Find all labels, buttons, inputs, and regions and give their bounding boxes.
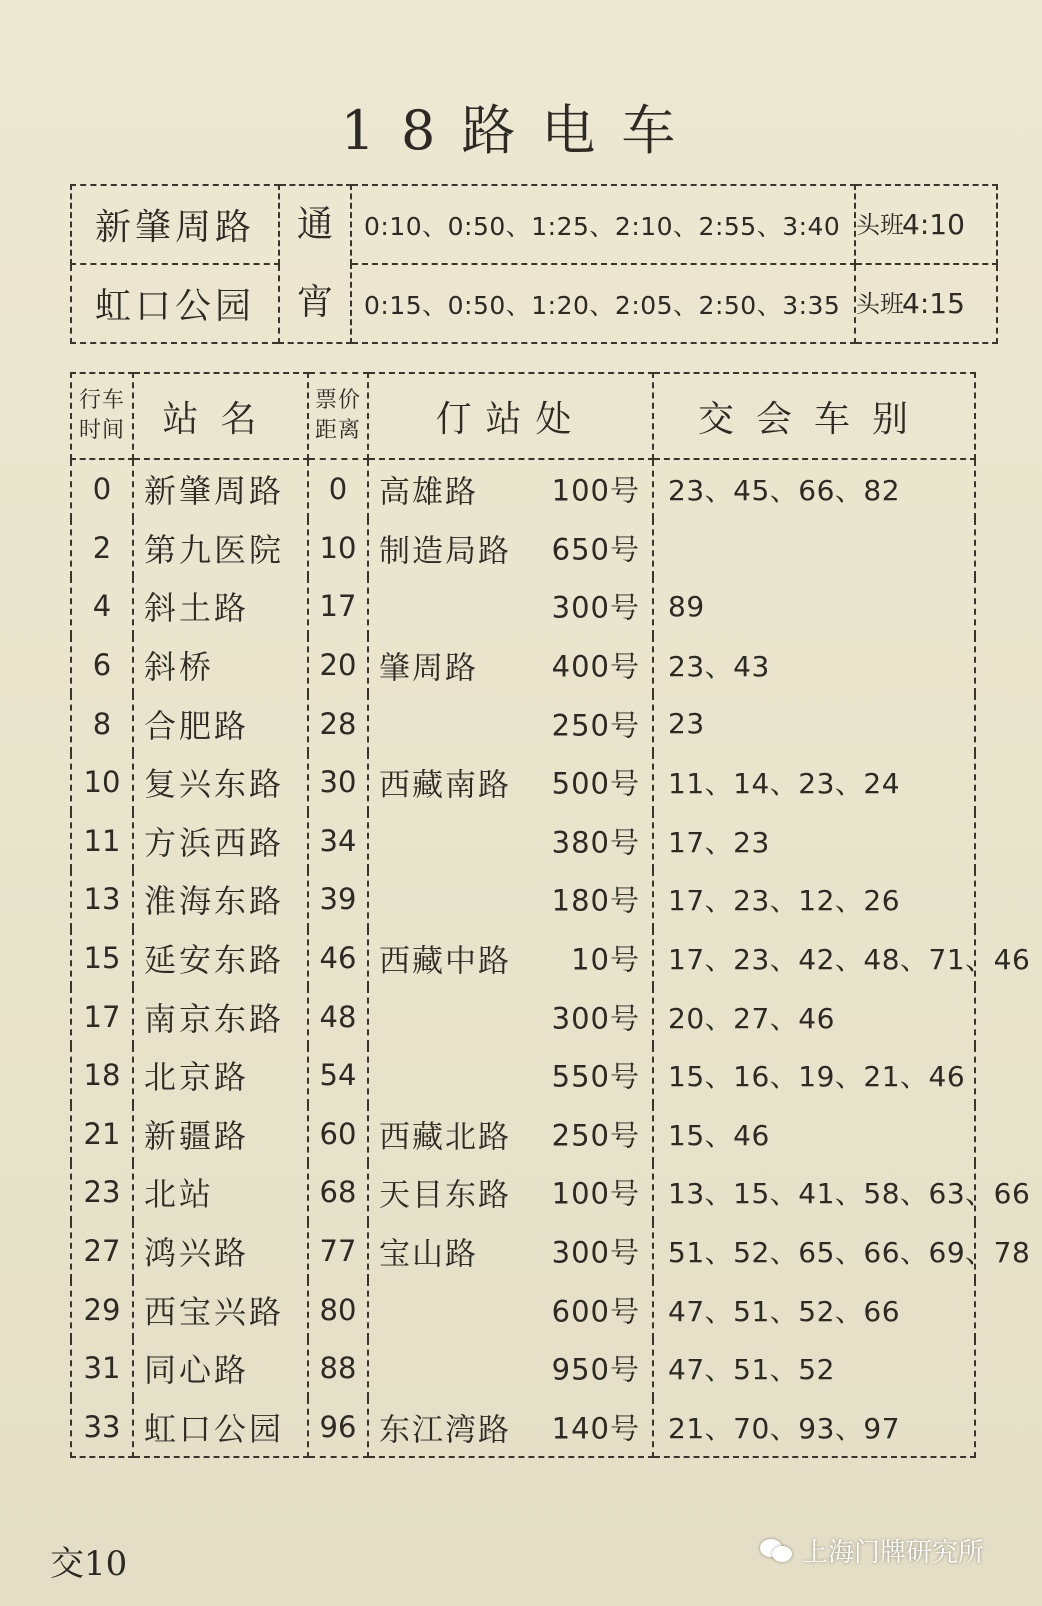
stop-name: 延安东路 bbox=[133, 929, 308, 988]
schedule-times: 0:10、0:50、1:25、2:10、2:55、3:40 bbox=[351, 185, 855, 264]
stop-transfer: 21、70、93、97 bbox=[653, 1398, 975, 1458]
stop-location bbox=[368, 1163, 653, 1222]
stop-location bbox=[368, 459, 653, 519]
stop-number: 100号 bbox=[551, 1176, 640, 1211]
stop-road: 东江湾路 bbox=[379, 1412, 511, 1449]
stop-transfer: 11、14、23、24 bbox=[653, 753, 975, 812]
stop-time: 18 bbox=[71, 1046, 133, 1105]
stop-name: 合肥路 bbox=[133, 694, 308, 753]
stop-name: 同心路 bbox=[133, 1339, 308, 1398]
stop-fare: 68 bbox=[308, 1163, 368, 1222]
stop-name: 北京路 bbox=[133, 1046, 308, 1105]
stop-fare: 30 bbox=[308, 753, 368, 812]
watermark bbox=[760, 1532, 984, 1569]
header-name bbox=[133, 373, 308, 459]
stop-road: 西藏南路 bbox=[379, 767, 511, 804]
stop-location bbox=[368, 929, 653, 988]
stop-location bbox=[368, 1398, 653, 1458]
stop-road: 西藏中路 bbox=[379, 943, 511, 980]
stop-transfer: 17、23 bbox=[653, 812, 975, 871]
stop-number: 180号 bbox=[551, 883, 640, 918]
schedule-terminal: 新肇周路 bbox=[71, 185, 279, 264]
stop-row bbox=[71, 1105, 975, 1164]
stops-header-row bbox=[71, 373, 975, 459]
header-fare-text: 票价距离 bbox=[314, 388, 361, 443]
stop-row bbox=[71, 1280, 975, 1339]
page-number: 交10 bbox=[50, 1544, 128, 1584]
stop-time: 29 bbox=[71, 1280, 133, 1339]
stop-transfer: 17、23、12、26 bbox=[653, 870, 975, 929]
stop-location bbox=[368, 1105, 653, 1164]
stop-time: 10 bbox=[71, 753, 133, 812]
stop-location bbox=[368, 1046, 653, 1105]
stop-location bbox=[368, 987, 653, 1046]
header-fare bbox=[308, 373, 368, 459]
stop-name: 淮海东路 bbox=[133, 870, 308, 929]
stop-transfer: 89 bbox=[653, 577, 975, 636]
stop-transfer: 17、23、42、48、71、46 bbox=[653, 929, 975, 988]
stop-time: 11 bbox=[71, 812, 133, 871]
schedule-times: 0:15、0:50、1:20、2:05、2:50、3:35 bbox=[351, 264, 855, 343]
stop-row bbox=[71, 1222, 975, 1281]
first-bus-time: 4:10 bbox=[902, 208, 965, 241]
stop-row bbox=[71, 870, 975, 929]
page-title: 18路电车 bbox=[340, 99, 702, 162]
stop-name: 西宝兴路 bbox=[133, 1280, 308, 1339]
stop-road: 肇周路 bbox=[379, 650, 478, 687]
stop-transfer: 47、51、52 bbox=[653, 1339, 975, 1398]
stop-transfer: 15、16、19、21、46 bbox=[653, 1046, 975, 1105]
stop-location bbox=[368, 812, 653, 871]
stop-time: 13 bbox=[71, 870, 133, 929]
stop-number: 300号 bbox=[551, 1235, 640, 1270]
stop-row bbox=[71, 636, 975, 695]
stop-fare: 10 bbox=[308, 519, 368, 578]
stop-location bbox=[368, 519, 653, 578]
stop-row bbox=[71, 577, 975, 636]
stop-number: 950号 bbox=[551, 1352, 640, 1387]
overnight-schedule-table bbox=[70, 184, 998, 344]
stop-name: 斜桥 bbox=[133, 636, 308, 695]
stop-name: 新疆路 bbox=[133, 1105, 308, 1164]
stop-transfer: 47、51、52、66 bbox=[653, 1280, 975, 1339]
stop-time: 8 bbox=[71, 694, 133, 753]
stop-time: 33 bbox=[71, 1398, 133, 1458]
stop-time: 23 bbox=[71, 1163, 133, 1222]
stop-number: 10号 bbox=[571, 942, 640, 977]
stop-transfer: 23、43 bbox=[653, 636, 975, 695]
stop-transfer: 13、15、41、58、63、66 bbox=[653, 1163, 975, 1222]
stop-number: 300号 bbox=[551, 1001, 640, 1036]
stop-time: 27 bbox=[71, 1222, 133, 1281]
stop-fare: 20 bbox=[308, 636, 368, 695]
first-bus-time: 4:15 bbox=[902, 287, 965, 320]
stop-fare: 77 bbox=[308, 1222, 368, 1281]
stop-location bbox=[368, 636, 653, 695]
stop-name: 北站 bbox=[133, 1163, 308, 1222]
stop-transfer: 23 bbox=[653, 694, 975, 753]
stop-number: 500号 bbox=[551, 766, 640, 801]
first-bus-cell bbox=[855, 264, 997, 343]
stop-row bbox=[71, 1163, 975, 1222]
stop-location bbox=[368, 1339, 653, 1398]
stop-fare: 54 bbox=[308, 1046, 368, 1105]
stop-name: 新肇周路 bbox=[133, 459, 308, 519]
watermark-text: 上海门牌研究所 bbox=[802, 1538, 985, 1568]
stop-location bbox=[368, 1222, 653, 1281]
stop-name: 第九医院 bbox=[133, 519, 308, 578]
stop-transfer bbox=[653, 519, 975, 578]
stop-number: 100号 bbox=[551, 473, 640, 508]
stop-name: 南京东路 bbox=[133, 987, 308, 1046]
stop-road: 宝山路 bbox=[379, 1236, 478, 1273]
stop-number: 400号 bbox=[551, 649, 640, 684]
stop-row bbox=[71, 1398, 975, 1458]
schedule-row bbox=[71, 264, 997, 343]
wechat-icon bbox=[760, 1537, 794, 1565]
stop-fare: 0 bbox=[308, 459, 368, 519]
schedule-row bbox=[71, 185, 997, 264]
stop-row bbox=[71, 812, 975, 871]
stop-fare: 39 bbox=[308, 870, 368, 929]
stop-name: 鸿兴路 bbox=[133, 1222, 308, 1281]
stop-transfer: 15、46 bbox=[653, 1105, 975, 1164]
stop-fare: 60 bbox=[308, 1105, 368, 1164]
stop-fare: 88 bbox=[308, 1339, 368, 1398]
header-time bbox=[71, 373, 133, 459]
stop-time: 17 bbox=[71, 987, 133, 1046]
stop-name: 斜土路 bbox=[133, 577, 308, 636]
stop-number: 600号 bbox=[551, 1294, 640, 1329]
stop-name: 方浜西路 bbox=[133, 812, 308, 871]
stop-time: 21 bbox=[71, 1105, 133, 1164]
stop-fare: 48 bbox=[308, 987, 368, 1046]
stop-fare: 17 bbox=[308, 577, 368, 636]
stop-transfer: 23、45、66、82 bbox=[653, 459, 975, 519]
stop-transfer: 51、52、65、66、69、78 bbox=[653, 1222, 975, 1281]
stop-fare: 28 bbox=[308, 694, 368, 753]
stop-road: 制造局路 bbox=[379, 533, 511, 570]
stop-location bbox=[368, 753, 653, 812]
stop-time: 0 bbox=[71, 459, 133, 519]
first-bus-label: 头班 bbox=[856, 210, 904, 239]
stop-time: 4 bbox=[71, 577, 133, 636]
header-transfer bbox=[653, 373, 975, 459]
stop-time: 6 bbox=[71, 636, 133, 695]
stop-number: 250号 bbox=[551, 1118, 640, 1153]
stop-row bbox=[71, 1046, 975, 1105]
stop-location bbox=[368, 870, 653, 929]
stop-time: 15 bbox=[71, 929, 133, 988]
stops-table bbox=[70, 372, 1031, 1458]
stop-row bbox=[71, 929, 975, 988]
stop-row bbox=[71, 987, 975, 1046]
stop-row bbox=[71, 753, 975, 812]
header-stop-text: 仃站处 bbox=[435, 398, 586, 440]
stop-fare: 80 bbox=[308, 1280, 368, 1339]
stop-row bbox=[71, 1339, 975, 1398]
stop-fare: 34 bbox=[308, 812, 368, 871]
stop-number: 250号 bbox=[551, 708, 640, 743]
stop-name: 虹口公园 bbox=[133, 1398, 308, 1458]
stop-number: 140号 bbox=[551, 1411, 640, 1446]
stop-number: 300号 bbox=[551, 590, 640, 625]
stop-fare: 96 bbox=[308, 1398, 368, 1458]
stop-location bbox=[368, 694, 653, 753]
first-bus-label: 头班 bbox=[856, 289, 904, 318]
stop-row bbox=[71, 519, 975, 578]
stop-location bbox=[368, 577, 653, 636]
stops-body bbox=[71, 459, 1031, 1457]
header-stop bbox=[368, 373, 653, 459]
stop-row bbox=[71, 459, 975, 519]
stop-name: 复兴东路 bbox=[133, 753, 308, 812]
stop-road: 天目东路 bbox=[379, 1177, 511, 1214]
stop-road: 西藏北路 bbox=[379, 1119, 511, 1156]
stop-time: 31 bbox=[71, 1339, 133, 1398]
stop-row bbox=[71, 694, 975, 753]
first-bus-cell bbox=[855, 185, 997, 264]
overnight-label bbox=[279, 185, 351, 343]
schedule-terminal: 虹口公园 bbox=[71, 264, 279, 343]
header-name-text: 站名 bbox=[162, 398, 279, 440]
header-transfer-text: 交会车别 bbox=[697, 398, 930, 440]
stop-road: 高雄路 bbox=[379, 474, 478, 511]
stop-number: 550号 bbox=[551, 1059, 640, 1094]
stop-transfer: 20、27、46 bbox=[653, 987, 975, 1046]
stop-number: 650号 bbox=[551, 532, 640, 567]
stop-fare: 46 bbox=[308, 929, 368, 988]
stop-number: 380号 bbox=[551, 825, 640, 860]
overnight-label-text: 通宵 bbox=[297, 204, 334, 323]
stop-time: 2 bbox=[71, 519, 133, 578]
header-time-text: 行车时间 bbox=[78, 388, 125, 443]
stop-location bbox=[368, 1280, 653, 1339]
